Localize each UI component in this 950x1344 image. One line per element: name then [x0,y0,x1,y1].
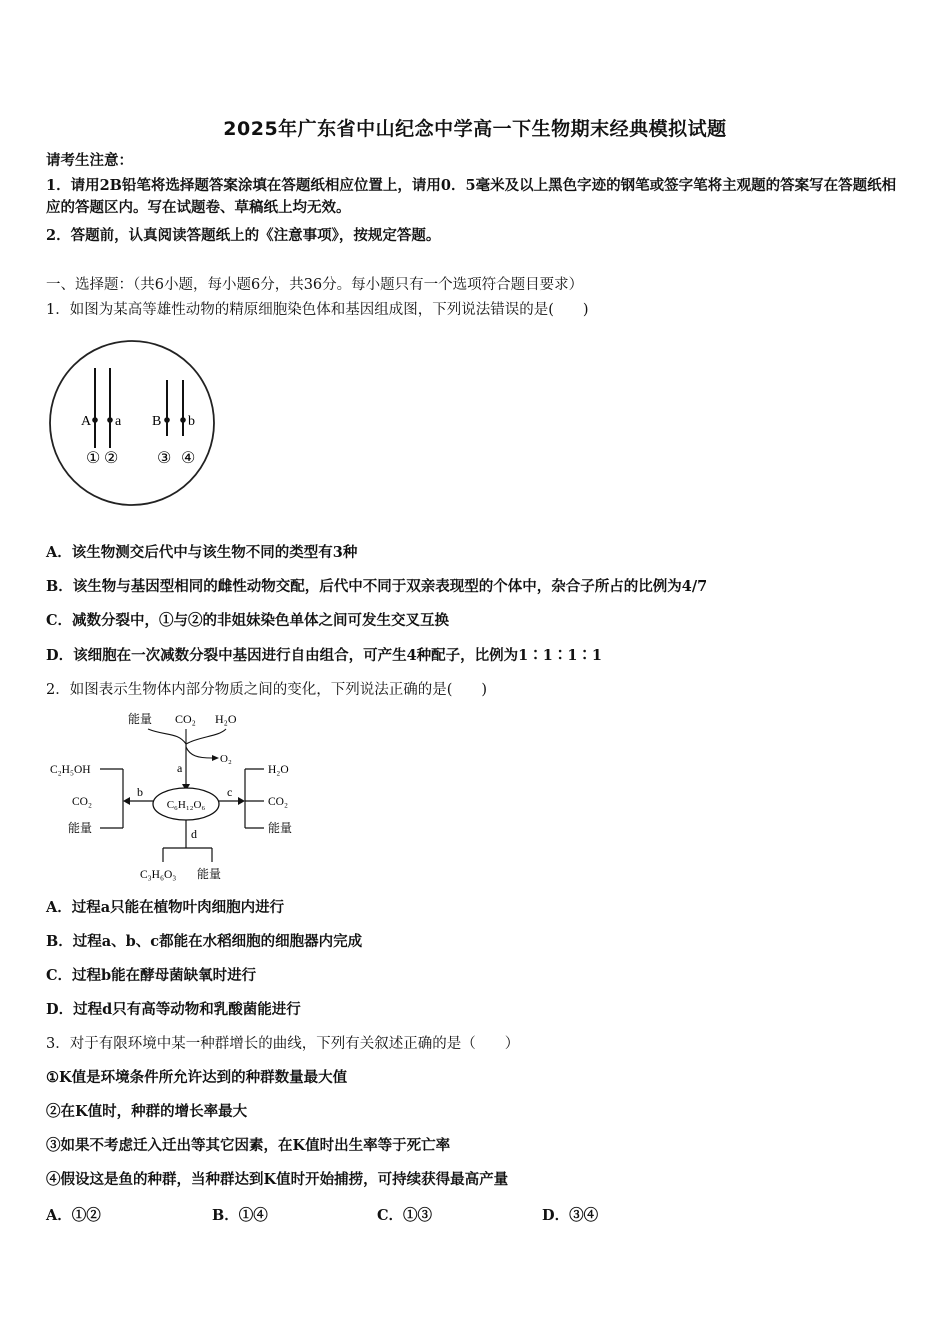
o2-arrowhead [212,755,219,761]
q2-option-b: B．过程a、b、c都能在水稻细胞的细胞器内完成 [46,933,363,950]
gene-label: b [188,414,195,429]
q3-statement-1: ①K值是环境条件所允许达到的种群数量最大值 [46,1069,348,1086]
left-product-label: C₂H₅OH [50,764,91,776]
gene-locus-a [107,417,113,423]
q1-option-c: C．减数分裂中，①与②的非姐妹染色单体之间可发生交叉互换 [46,612,450,629]
gene-locus-b [180,417,186,423]
q1-option-a: A．该生物测交后代中与该生物不同的类型有3种 [46,544,358,561]
chromosome-number: ① [86,450,101,467]
q2-option-a: A．过程a只能在植物叶肉细胞内进行 [46,899,285,916]
q2-option-d: D．过程d只有高等动物和乳酸菌能进行 [46,1001,301,1018]
q1-option-d: D．该细胞在一次减数分裂中基因进行自由组合，可产生4种配子，比例为1∶1∶1∶1 [46,647,603,664]
q3-stem: 3．对于有限环境中某一种群增长的曲线，下列有关叙述正确的是（ ） [46,1036,520,1052]
gene-label: A [81,414,92,429]
q3-statement-3: ③如果不考虑迁入迁出等其它因素，在K值时出生率等于死亡率 [46,1137,451,1154]
bottom-product-label: C₃H₆O₃ [140,869,177,881]
chromosome-number: ④ [181,450,196,467]
q1-chromosome-figure [40,328,230,518]
bottom-product-label: 能量 [197,867,222,881]
process-label: d [191,827,197,841]
glucose-label: C₆H₁₂O₆ [166,799,206,811]
right-product-label: CO₂ [268,796,288,808]
o2-label: O₂ [220,753,232,765]
chromosome-number: ③ [157,450,172,467]
chromosome-number: ② [104,450,119,467]
process-c-arrowhead [238,797,245,805]
energy-input-line [148,729,186,744]
notice-item-1: 1．请用2B铅笔将选择题答案涂填在答题纸相应位置上，请用0．5毫米及以上黑色字迹的钢笔或签字笔将主观题的答案写在答题纸相应的答题区内。写在试题卷、草稿纸上均无效。 [46,177,897,216]
section-heading: 一、选择题：（共6小题，每小题6分，共36分。每小题只有一个选项符合题目要求） [46,277,584,293]
process-label: c [227,785,233,799]
process-b-arrowhead [123,797,130,805]
o2-release-line [186,747,212,758]
q3-option-c: C．①③ [377,1207,433,1224]
gene-locus-A [92,417,98,423]
gene-locus-B [164,417,170,423]
q3-statement-4: ④假设这是鱼的种群，当种群达到K值时开始捕捞，可持续获得最高产量 [46,1171,509,1188]
top-label: CO₂ [175,712,196,726]
process-label: a [177,761,183,775]
top-label: 能量 [128,712,153,726]
right-product-label: H₂O [268,764,289,776]
q1-stem: 1．如图为某高等雄性动物的精原细胞染色体和基因组成图，下列说法错误的是( ) [46,302,589,318]
left-product-label: 能量 [68,821,93,835]
right-product-label: 能量 [268,821,293,835]
gene-label: B [152,414,162,429]
q2-stem: 2．如图表示生物体内部分物质之间的变化，下列说法正确的是( ) [46,682,488,698]
notice-item-2: 2．答题前，认真阅读答题纸上的《注意事项》，按规定答题。 [46,227,441,244]
process-label: b [137,785,143,799]
q3-option-b: B．①④ [212,1207,268,1224]
h2o-input-line [186,729,226,744]
gene-label: a [115,414,122,429]
top-label: H₂O [215,712,237,726]
q2-metabolism-figure [40,704,320,886]
q3-option-d: D．③④ [542,1207,599,1224]
page-title: 2025年广东省中山纪念中学高一下生物期末经典模拟试题 [223,118,727,140]
q2-option-c: C．过程b能在酵母菌缺氧时进行 [46,967,257,984]
left-product-label: CO₂ [72,796,92,808]
q3-option-a: A．①② [46,1207,101,1224]
q3-statement-2: ②在K值时，种群的增长率最大 [46,1103,248,1120]
q1-option-b: B．该生物与基因型相同的雌性动物交配，后代中不同于双亲表现型的个体中，杂合子所占的比例为4/7 [46,578,708,595]
notice-heading: 请考生注意： [46,152,133,169]
